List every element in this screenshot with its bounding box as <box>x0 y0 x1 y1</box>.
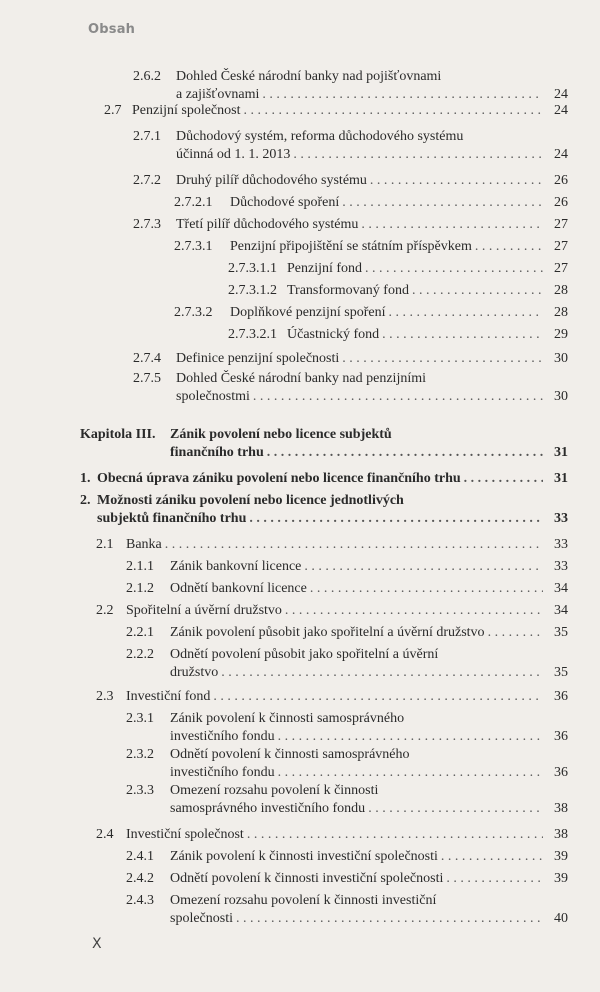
toc-entry-number: 2.2.1 <box>126 625 154 640</box>
toc-entry-number: 1. <box>80 471 91 486</box>
toc-entry-number: 2.3.2 <box>126 747 154 762</box>
dot-leader <box>446 870 543 888</box>
dot-leader <box>464 470 543 488</box>
toc-entry-page: 38 <box>554 801 568 816</box>
toc-entry-page: 39 <box>554 871 568 886</box>
toc-entry <box>96 826 568 844</box>
dot-leader <box>342 194 543 212</box>
toc-entry-title: Doplňkové penzijní spoření <box>230 305 386 320</box>
toc-entry-number: 2.7.3.2.1 <box>228 327 277 342</box>
toc-entry-page: 33 <box>554 559 568 574</box>
toc-entry <box>228 260 568 278</box>
toc-entry <box>126 870 568 888</box>
toc-entry-title: společnostmi <box>176 389 250 404</box>
dot-leader <box>249 510 543 528</box>
toc-entry-page: 38 <box>554 827 568 842</box>
toc-entry-number: 2.6.2 <box>133 69 161 84</box>
toc-entry-number: Kapitola III. <box>80 427 156 442</box>
toc-entry-number: 2.2.2 <box>126 647 154 662</box>
toc-entry-page: 35 <box>554 665 568 680</box>
toc-entry-number: 2.2 <box>96 603 114 618</box>
dot-leader <box>247 826 543 844</box>
dot-leader <box>304 558 543 576</box>
toc-entry <box>126 580 568 598</box>
toc-entry-page: 29 <box>554 327 568 342</box>
toc-entry-title: Investiční společnost <box>126 827 244 842</box>
toc-entry <box>228 326 568 344</box>
dot-leader <box>370 172 543 190</box>
toc-entry <box>80 492 568 528</box>
toc-entry-title: Odnětí povolení k činnosti samosprávného <box>170 747 410 762</box>
toc-entry-title: Druhý pilíř důchodového systému <box>176 173 367 188</box>
dot-leader <box>382 326 543 344</box>
toc-entry <box>96 688 568 706</box>
dot-leader <box>368 800 543 818</box>
toc-entry-title: Penzijní společnost <box>132 103 241 118</box>
toc-entry-title: družstvo <box>170 665 219 680</box>
toc-entry-number: 2.7.2 <box>133 173 161 188</box>
dot-leader <box>293 146 543 164</box>
toc-entry-number: 2.1.2 <box>126 581 154 596</box>
toc-entry <box>126 710 568 746</box>
toc-entry-title: Důchodové spoření <box>230 195 340 210</box>
toc-entry-number: 2.7.1 <box>133 129 161 144</box>
toc-entry-title: samosprávného investičního fondu <box>170 801 366 816</box>
toc-entry <box>174 304 568 322</box>
toc-entry-title: Zánik povolení působit jako spořitelní a úvěrní družstvo <box>170 625 485 640</box>
dot-leader <box>278 764 543 782</box>
toc-entry-page: 31 <box>554 445 568 460</box>
toc-entry-title: Třetí pilíř důchodového systému <box>176 217 359 232</box>
toc-entry-page: 34 <box>554 581 568 596</box>
toc-entry-title: Možnosti zániku povolení nebo licence jednotlivých <box>97 493 404 508</box>
toc-entry-page: 31 <box>554 471 568 486</box>
toc-entry-title: Zánik bankovní licence <box>170 559 302 574</box>
toc-entry <box>174 194 568 212</box>
toc-entry-page: 36 <box>554 689 568 704</box>
toc-entry-number: 2.7.3.2 <box>174 305 213 320</box>
dot-leader <box>361 216 543 234</box>
toc-entry <box>126 892 568 928</box>
toc-entry-number: 2.4.2 <box>126 871 154 886</box>
toc-entry-page: 24 <box>554 103 568 118</box>
toc-entry-number: 2.7.5 <box>133 371 161 386</box>
dot-leader <box>278 728 543 746</box>
toc-entry-page: 27 <box>554 217 568 232</box>
toc-entry-title: Penzijní fond <box>287 261 363 276</box>
toc-entry-page: 33 <box>554 537 568 552</box>
toc-entry-title: Odnětí povolení k činnosti investiční společnosti <box>170 871 444 886</box>
toc-entry-page: 39 <box>554 849 568 864</box>
toc-entry-page: 30 <box>554 351 568 366</box>
toc-entry-page: 28 <box>554 283 568 298</box>
toc-entry-number: 2.1.1 <box>126 559 154 574</box>
dot-leader <box>165 536 543 554</box>
dot-leader <box>342 350 543 368</box>
toc-entry <box>133 216 568 234</box>
toc-entry-number: 2.7.3.1 <box>174 239 213 254</box>
toc-entry-number: 2.7.3.1.1 <box>228 261 277 276</box>
toc-entry-title: finančního trhu <box>170 445 264 460</box>
toc-entry-number: 2.7 <box>104 103 122 118</box>
toc-entry-title: Obecná úprava zániku povolení nebo licence finančního trhu <box>97 471 461 486</box>
dot-leader <box>285 602 543 620</box>
toc-entry-title: Omezení rozsahu povolení k činnosti <box>170 783 379 798</box>
dot-leader <box>488 624 543 642</box>
toc-entry-title: Zánik povolení nebo licence subjektů <box>170 427 392 442</box>
toc-entry-title: a zajišťovnami <box>176 87 260 102</box>
toc-entry-title: Investiční fond <box>126 689 211 704</box>
toc-entry-number: 2. <box>80 493 91 508</box>
toc-entry-page: 26 <box>554 195 568 210</box>
dot-leader <box>475 238 543 256</box>
toc-entry-page: 27 <box>554 261 568 276</box>
toc-entry-number: 2.4.1 <box>126 849 154 864</box>
toc-entry-page: 34 <box>554 603 568 618</box>
toc-entry-page: 35 <box>554 625 568 640</box>
toc-entry-page: 36 <box>554 729 568 744</box>
toc-entry-title: Banka <box>126 537 162 552</box>
toc-entry-title: Odnětí povolení působit jako spořitelní a úvěrní <box>170 647 439 662</box>
toc-entry-number: 2.3.1 <box>126 711 154 726</box>
toc-entry-title: Definice penzijní společnosti <box>176 351 340 366</box>
dot-leader <box>365 260 543 278</box>
dot-leader <box>221 664 543 682</box>
page-number: X <box>92 936 102 952</box>
toc-entry-title: účinná od 1. 1. 2013 <box>176 147 291 162</box>
toc-entry-title: subjektů finančního trhu <box>97 511 247 526</box>
toc-entry <box>80 470 568 488</box>
toc-entry-title: Transformovaný fond <box>287 283 409 298</box>
toc-entry <box>126 558 568 576</box>
toc-entry-title: Spořitelní a úvěrní družstvo <box>126 603 282 618</box>
toc-entry <box>174 238 568 256</box>
dot-leader <box>267 444 543 462</box>
toc-entry-title: Odnětí bankovní licence <box>170 581 307 596</box>
toc-entry <box>133 350 568 368</box>
toc-entry <box>96 536 568 554</box>
toc-entry-page: 24 <box>554 147 568 162</box>
dot-leader <box>253 388 543 406</box>
toc-entry <box>133 172 568 190</box>
toc-entry-page: 30 <box>554 389 568 404</box>
toc-entry-title: Zánik povolení k činnosti investiční společnosti <box>170 849 438 864</box>
toc-entry-page: 28 <box>554 305 568 320</box>
toc-entry-page: 33 <box>554 511 568 526</box>
toc-entry <box>126 782 568 818</box>
toc-entry-title: investičního fondu <box>170 729 275 744</box>
toc-entry-title: Dohled České národní banky nad pojišťovnami <box>176 69 442 84</box>
toc-entry <box>133 128 568 164</box>
toc-entry-page: 26 <box>554 173 568 188</box>
toc-entry <box>126 624 568 642</box>
toc-entry-title: Omezení rozsahu povolení k činnosti investiční <box>170 893 437 908</box>
dot-leader <box>441 848 543 866</box>
running-head: Obsah <box>88 22 136 37</box>
toc-entry-number: 2.4.3 <box>126 893 154 908</box>
toc-entry-number: 2.3.3 <box>126 783 154 798</box>
toc-entry-number: 2.7.3.1.2 <box>228 283 277 298</box>
toc-entry-number: 2.7.3 <box>133 217 161 232</box>
dot-leader <box>412 282 543 300</box>
toc-entry-page: 27 <box>554 239 568 254</box>
toc-entry <box>104 102 568 120</box>
dot-leader <box>389 304 543 322</box>
toc-entry-title: Dohled České národní banky nad penzijními <box>176 371 426 386</box>
toc-entry-number: 2.7.4 <box>133 351 161 366</box>
dot-leader <box>236 910 543 928</box>
toc-entry-title: Účastnický fond <box>287 327 380 342</box>
toc-entry-number: 2.1 <box>96 537 114 552</box>
toc-entry-number: 2.3 <box>96 689 114 704</box>
toc-entry <box>228 282 568 300</box>
dot-leader <box>244 102 544 120</box>
toc-entry-title: Penzijní připojištění se státním příspěvkem <box>230 239 472 254</box>
toc-entry <box>126 746 568 782</box>
toc-entry <box>126 646 568 682</box>
toc-entry <box>80 426 568 462</box>
toc-entry-page: 36 <box>554 765 568 780</box>
toc-entry-number: 2.4 <box>96 827 114 842</box>
toc-entry-title: Zánik povolení k činnosti samosprávného <box>170 711 405 726</box>
toc-entry-page: 40 <box>554 911 568 926</box>
toc-entry <box>133 370 568 406</box>
toc-entry-number: 2.7.2.1 <box>174 195 213 210</box>
toc-entry <box>133 68 568 104</box>
toc-entry-title: společnosti <box>170 911 233 926</box>
toc-entry-page: 24 <box>554 87 568 102</box>
toc-entry <box>126 848 568 866</box>
toc-entry <box>96 602 568 620</box>
toc-entry-title: investičního fondu <box>170 765 275 780</box>
dot-leader <box>310 580 543 598</box>
dot-leader <box>213 688 543 706</box>
toc-entry-title: Důchodový systém, reforma důchodového systému <box>176 129 464 144</box>
